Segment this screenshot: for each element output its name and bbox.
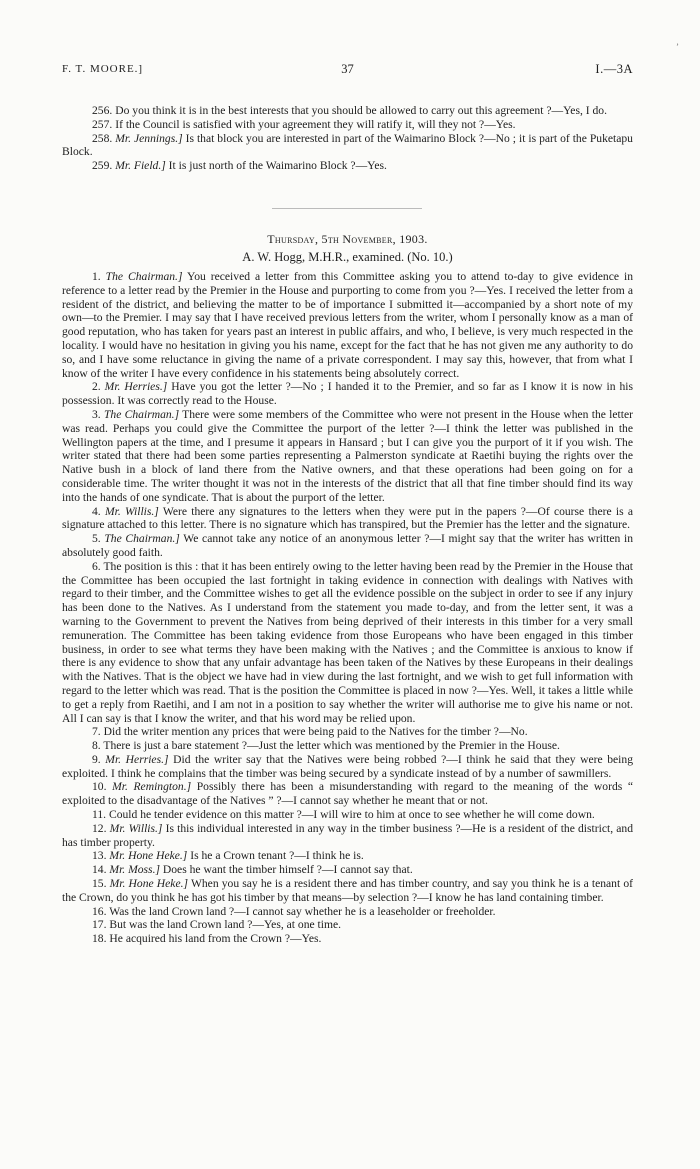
question-text: You received a letter from this Committee asking you to attend to-day to give evidence in reference to a letter read by the Premier in the House and purporting to come from you ?—Yes. I received the letter from a resident of the district, and believing the matter to be of importance I submitted it—accompanied by a short note of my own—to the Premier. I may say that I have received previous letters from the writer, whom I personally know as a man of good reputation, who has taken for years past an interest in public affairs, and who, I believe, is very much respected in the locality. I would have no hesitation in giving you his name, except for the fact that he has not given me any authority to do so, and I have some reluctance in giving the name of a private correspondent. I may say this, however, that from what I know of the writer I have every confidence in his statements being absolutely correct.: [62, 270, 633, 380]
question-paragraph: [62, 780, 633, 808]
question-text: Do you think it is in the best interests that you should be allowed to carry out this agreement ?—Yes, I do.: [115, 104, 608, 117]
question-text: The position is this : that it has been entirely owing to the letter having been read by the Premier in the House that the Committee has been occupied the last fortnight in taking evidence in connection with dealings with Natives with regard to their timber, and the Committee wishes to get all the evidence possible on the subject in order to see if any injury has been done to the Natives. As I understand from the statement you made to-day, and from the letter sent, it was a warning to the Government to prevent the Natives from being deprived of their interests in this timber for a very small remuneration. The Committee has been taking evidence from those Europeans who have been engaged in this timber business, in order to see what terms they have been making with the Natives ; and the Committee is anxious to know if there is any evidence to show that any unfair advantage has been taken of the Natives by these Europeans in their dealings with the Natives. That is the object we have had in view during the last fortnight, and we wish to get full information with regard to the letter which was read. That is the position the Committee is placed in now ?—Yes. Well, it takes a little while to get a reply from Raetihi, and I am not in a position to say whether the writer will authorise me to give his name or not. All I can say is that I know the writer, and that his word may be relied upon.: [62, 559, 633, 725]
question-text: If the Council is satisfied with your agreement they will ratify it, will they not ?—Yes.: [115, 117, 516, 131]
question-text: Have you got the letter ?—No ; I handed it to the Premier, and so far as I know it is now in his possession. It was correctly read to the House.: [62, 380, 633, 408]
question-number: 17.: [92, 918, 107, 932]
speaker-name: Mr. Remington.]: [112, 780, 192, 794]
question-number: 4.: [92, 504, 101, 518]
question-paragraph: [62, 532, 633, 560]
question-text: Is this individual interested in any way in the timber business ?—He is a resident of the district, and has timber property.: [62, 821, 634, 849]
question-number: 6.: [92, 559, 101, 573]
question-number: 3.: [92, 407, 101, 421]
question-text: It is just north of the Waimarino Block ?—Yes.: [168, 159, 387, 173]
question-paragraph: [62, 739, 633, 753]
speaker-name: The Chairman.]: [103, 407, 180, 421]
question-text: Possibly there has been a misunderstanding with regard to the meaning of the words “ exploited to the disadvantage of the Natives ” ?—I cannot say whether he meant that or not.: [62, 780, 633, 808]
question-paragraph: [62, 408, 633, 505]
question-number: 12.: [92, 821, 107, 835]
question-number: 5.: [92, 532, 101, 546]
section-divider: [272, 208, 422, 209]
speaker-name: Mr. Field.]: [115, 159, 166, 173]
question-paragraph: [62, 905, 633, 919]
question-text: Was the land Crown land ?—I cannot say whether he is a leaseholder or freeholder.: [109, 904, 496, 918]
question-number: 259.: [92, 159, 113, 173]
question-number: 10.: [92, 780, 107, 794]
question-text: Did the writer mention any prices that were being paid to the Natives for the timber ?—No.: [103, 725, 528, 739]
question-paragraph: [62, 380, 633, 408]
question-paragraph: [62, 822, 633, 850]
speaker-name: Mr. Herries.]: [105, 752, 169, 766]
question-paragraph: [62, 863, 633, 877]
question-number: 258.: [92, 131, 113, 145]
speaker-name: The Chairman.]: [104, 532, 180, 546]
question-text: But was the land Crown land ?—Yes, at one time.: [109, 918, 342, 932]
question-paragraph: [62, 725, 633, 739]
question-number: 14.: [92, 863, 107, 877]
witness-heading: A. W. Hogg, M.H.R., examined. (No. 10.): [242, 250, 453, 264]
question-text: Does he want the timber himself ?—I cannot say that.: [162, 863, 413, 877]
question-paragraph: [62, 560, 633, 726]
question-number: 15.: [92, 877, 107, 891]
speaker-name: The Chairman.]: [105, 270, 183, 283]
question-text: There is just a bare statement ?—Just the letter which was mentioned by the Premier in the House.: [103, 739, 560, 753]
question-number: 7.: [92, 725, 101, 739]
speaker-name: Mr. Herries.]: [104, 380, 168, 394]
questions-section-a: [62, 104, 633, 173]
margin-mark: ’: [676, 42, 679, 52]
question-text: Did the writer say that the Natives were being robbed ?—I think he said that they were being exploited. I think he complains that the timber was being secured by a syndicate instead of by a number of sawmillers.: [62, 752, 633, 780]
question-text: He acquired his land from the Crown ?—Yes.: [109, 932, 322, 946]
question-number: 16.: [92, 904, 107, 918]
question-paragraph: [62, 918, 633, 932]
question-paragraph: [62, 118, 633, 132]
question-paragraph: [62, 808, 633, 822]
question-text: Is that block you are interested in part of the Waimarino Block ?—No ; it is part of the Puketapu Block.: [62, 131, 633, 159]
question-number: 9.: [92, 752, 101, 766]
question-paragraph: [62, 932, 633, 946]
question-number: 256.: [92, 104, 113, 117]
question-paragraph: [62, 505, 633, 533]
question-number: 2.: [92, 380, 101, 394]
question-number: 1.: [92, 270, 101, 283]
speaker-name: Mr. Hone Heke.]: [109, 877, 189, 891]
speaker-name: Mr. Willis.]: [104, 504, 159, 518]
question-paragraph: [62, 849, 633, 863]
session-date: Thursday, 5th November, 1903.: [267, 232, 428, 246]
document-code: I.—3A: [595, 62, 633, 76]
question-number: 257.: [92, 117, 113, 131]
question-number: 8.: [92, 739, 101, 753]
running-header: [62, 62, 633, 78]
questions-section-b: [62, 270, 633, 946]
speaker-name: Mr. Jennings.]: [115, 131, 183, 145]
question-paragraph: [62, 270, 633, 380]
page-number: 37: [341, 62, 354, 76]
question-text: When you say he is a resident there and has timber country, and say you think he is a tenant of the Crown, do you think he has got his timber by that means—by selection ?—I know he has land containing timber.: [62, 877, 633, 904]
question-text: We cannot take any notice of an anonymous letter ?—I might say that the writer has written in absolutely good faith.: [62, 532, 633, 559]
question-text: Is he a Crown tenant ?—I think he is.: [190, 849, 364, 863]
question-paragraph: [62, 753, 633, 781]
speaker-name: Mr. Moss.]: [109, 863, 160, 877]
question-paragraph: [62, 104, 633, 118]
question-number: 13.: [92, 849, 107, 863]
speaker-name: Mr. Hone Heke.]: [109, 849, 188, 863]
question-paragraph: [62, 132, 633, 160]
header-witness: F. T. MOORE.]: [62, 63, 144, 75]
question-text: Could he tender evidence on this matter ?—I will wire to him at once to see whether he will come down.: [108, 808, 595, 822]
question-text: There were some members of the Committee who were not present in the House when the letter was read. Perhaps you could give the Committee the purport of the letter ?—I think the letter was published in the Wellington papers at the time, and I presume it appears in Hansard ; but I can give you the purport of it if you wish. The writer stated that there had been some parties representing a Palmerston syndicate at Raetihi buying the rights over the Native bush in a block of land there from the Native owners, and that these operations had been going on for a considerable time. The writer thought it was not in the interests of the district that all that fine timber should find its way into the hands of one syndicate. That is about the purport of the letter.: [62, 407, 633, 504]
question-paragraph: [62, 159, 633, 173]
question-text: Were there any signatures to the letters when they were put in the papers ?—Of course there is a signature attached to this letter. There is no signature which has transpired, but the Premier has the letter and the signature.: [62, 504, 633, 532]
question-number: 11.: [92, 808, 107, 822]
question-number: 18.: [92, 932, 107, 946]
question-paragraph: [62, 877, 633, 905]
speaker-name: Mr. Willis.]: [109, 821, 163, 835]
